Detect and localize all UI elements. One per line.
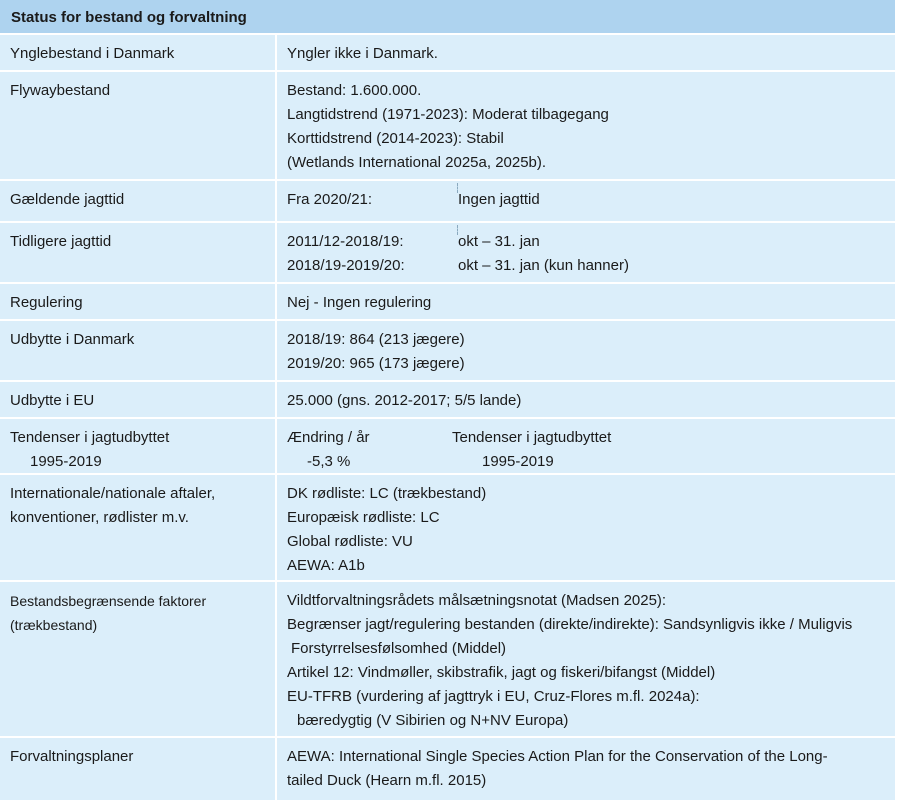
row-value <box>277 475 895 580</box>
row-label: Tidligere jagttid <box>0 223 277 282</box>
column-divider <box>457 183 458 193</box>
label-line: 1995-2019 <box>30 453 102 470</box>
trend-label: Tendenser i jagtudbyttet <box>452 429 612 446</box>
value-line: Bestand: 1.600.000. <box>287 82 422 99</box>
period-value: Ingen jagttid <box>458 191 540 208</box>
value-line: 25.000 (gns. 2012-2017; 5/5 lande) <box>287 392 522 409</box>
two-column-value <box>287 426 895 450</box>
trend-period: 1995-2019 <box>482 453 554 470</box>
two-column-value <box>287 230 895 254</box>
two-column-value <box>287 254 895 278</box>
row-forvaltningsplaner <box>0 738 895 800</box>
value-line: Korttidstrend (2014-2023): Stabil <box>287 130 504 147</box>
value-line: tailed Duck (Hearn m.fl. 2015) <box>287 772 487 789</box>
row-value <box>277 284 895 319</box>
row-flywaybestand <box>0 72 895 181</box>
label-line: Internationale/nationale aftaler, <box>10 485 216 502</box>
row-label <box>0 475 277 580</box>
period-value: okt – 31. jan <box>458 233 540 250</box>
value-line: EU-TFRB (vurdering af jagttryk i EU, Cruz-Flores m.fl. 2024a): <box>287 688 700 705</box>
value-line: 2018/19: 864 (213 jægere) <box>287 331 465 348</box>
value-line: Global rødliste: VU <box>287 533 413 550</box>
label-line: (trækbestand) <box>10 617 98 633</box>
period-label: 2011/12-2018/19: <box>287 233 404 250</box>
row-label <box>0 419 277 473</box>
value-line: bæredygtig (V Sibirien og N+NV Europa) <box>297 712 569 729</box>
row-value <box>277 321 895 380</box>
row-udbytte-eu <box>0 382 895 419</box>
row-tidligere-jagttid <box>0 223 895 284</box>
row-value <box>277 382 895 417</box>
column-divider <box>457 225 458 235</box>
row-udbytte-danmark <box>0 321 895 382</box>
two-column-value <box>287 450 895 474</box>
row-value <box>277 582 895 736</box>
two-column-value <box>287 188 895 212</box>
period-label: Fra 2020/21: <box>287 191 373 208</box>
row-label: Regulering <box>0 284 277 319</box>
value-line: Yngler ikke i Danmark. <box>287 45 438 62</box>
value-line: (Wetlands International 2025a, 2025b). <box>287 154 547 171</box>
label-line: Bestandsbegrænsende faktorer <box>10 593 207 609</box>
change-per-year-value: -5,3 % <box>307 453 351 470</box>
row-value <box>277 181 895 221</box>
row-value <box>277 738 895 800</box>
row-label: Ynglebestand i Danmark <box>0 35 277 70</box>
row-value <box>277 72 895 179</box>
row-value <box>277 223 895 282</box>
value-line: Forstyrrelsesfølsomhed (Middel) <box>291 640 507 657</box>
row-value <box>277 35 895 70</box>
row-label: Udbytte i Danmark <box>0 321 277 380</box>
period-value: okt – 31. jan (kun hanner) <box>458 257 629 274</box>
value-line: Europæisk rødliste: LC <box>287 509 440 526</box>
row-bestandsbegraensende-faktorer <box>0 582 895 738</box>
value-line: AEWA: A1b <box>287 557 365 574</box>
value-line: Langtidstrend (1971-2023): Moderat tilbagegang <box>287 106 609 123</box>
row-label: Udbytte i EU <box>0 382 277 417</box>
value-line: AEWA: International Single Species Action Plan for the Conservation of the Long- <box>287 748 828 765</box>
row-value <box>277 419 895 473</box>
row-label: Forvaltningsplaner <box>0 738 277 800</box>
period-label: 2018/19-2019/20: <box>287 257 405 274</box>
value-line: Vildtforvaltningsrådets målsætningsnotat (Madsen 2025): <box>287 592 667 609</box>
row-internationale-aftaler <box>0 475 895 582</box>
row-label: Gældende jagttid <box>0 181 277 221</box>
row-ynglebestand <box>0 35 895 72</box>
change-per-year-label: Ændring / år <box>287 429 370 446</box>
value-line: DK rødliste: LC (trækbestand) <box>287 485 487 502</box>
row-gaeldende-jagttid <box>0 181 895 223</box>
row-tendenser <box>0 419 895 475</box>
row-label: Flywaybestand <box>0 72 277 179</box>
row-regulering <box>0 284 895 321</box>
label-line: konventioner, rødlister m.v. <box>10 509 189 526</box>
value-line: Begrænser jagt/regulering bestanden (direkte/indirekte): Sandsynligvis ikke / Muligvis <box>287 616 853 633</box>
row-label <box>0 582 277 736</box>
table-title: Status for bestand og forvaltning <box>0 0 895 35</box>
value-line: Nej - Ingen regulering <box>287 294 432 311</box>
value-line: 2019/20: 965 (173 jægere) <box>287 355 465 372</box>
label-line: Tendenser i jagtudbyttet <box>10 429 170 446</box>
value-line: Artikel 12: Vindmøller, skibstrafik, jagt og fiskeri/bifangst (Middel) <box>287 664 716 681</box>
